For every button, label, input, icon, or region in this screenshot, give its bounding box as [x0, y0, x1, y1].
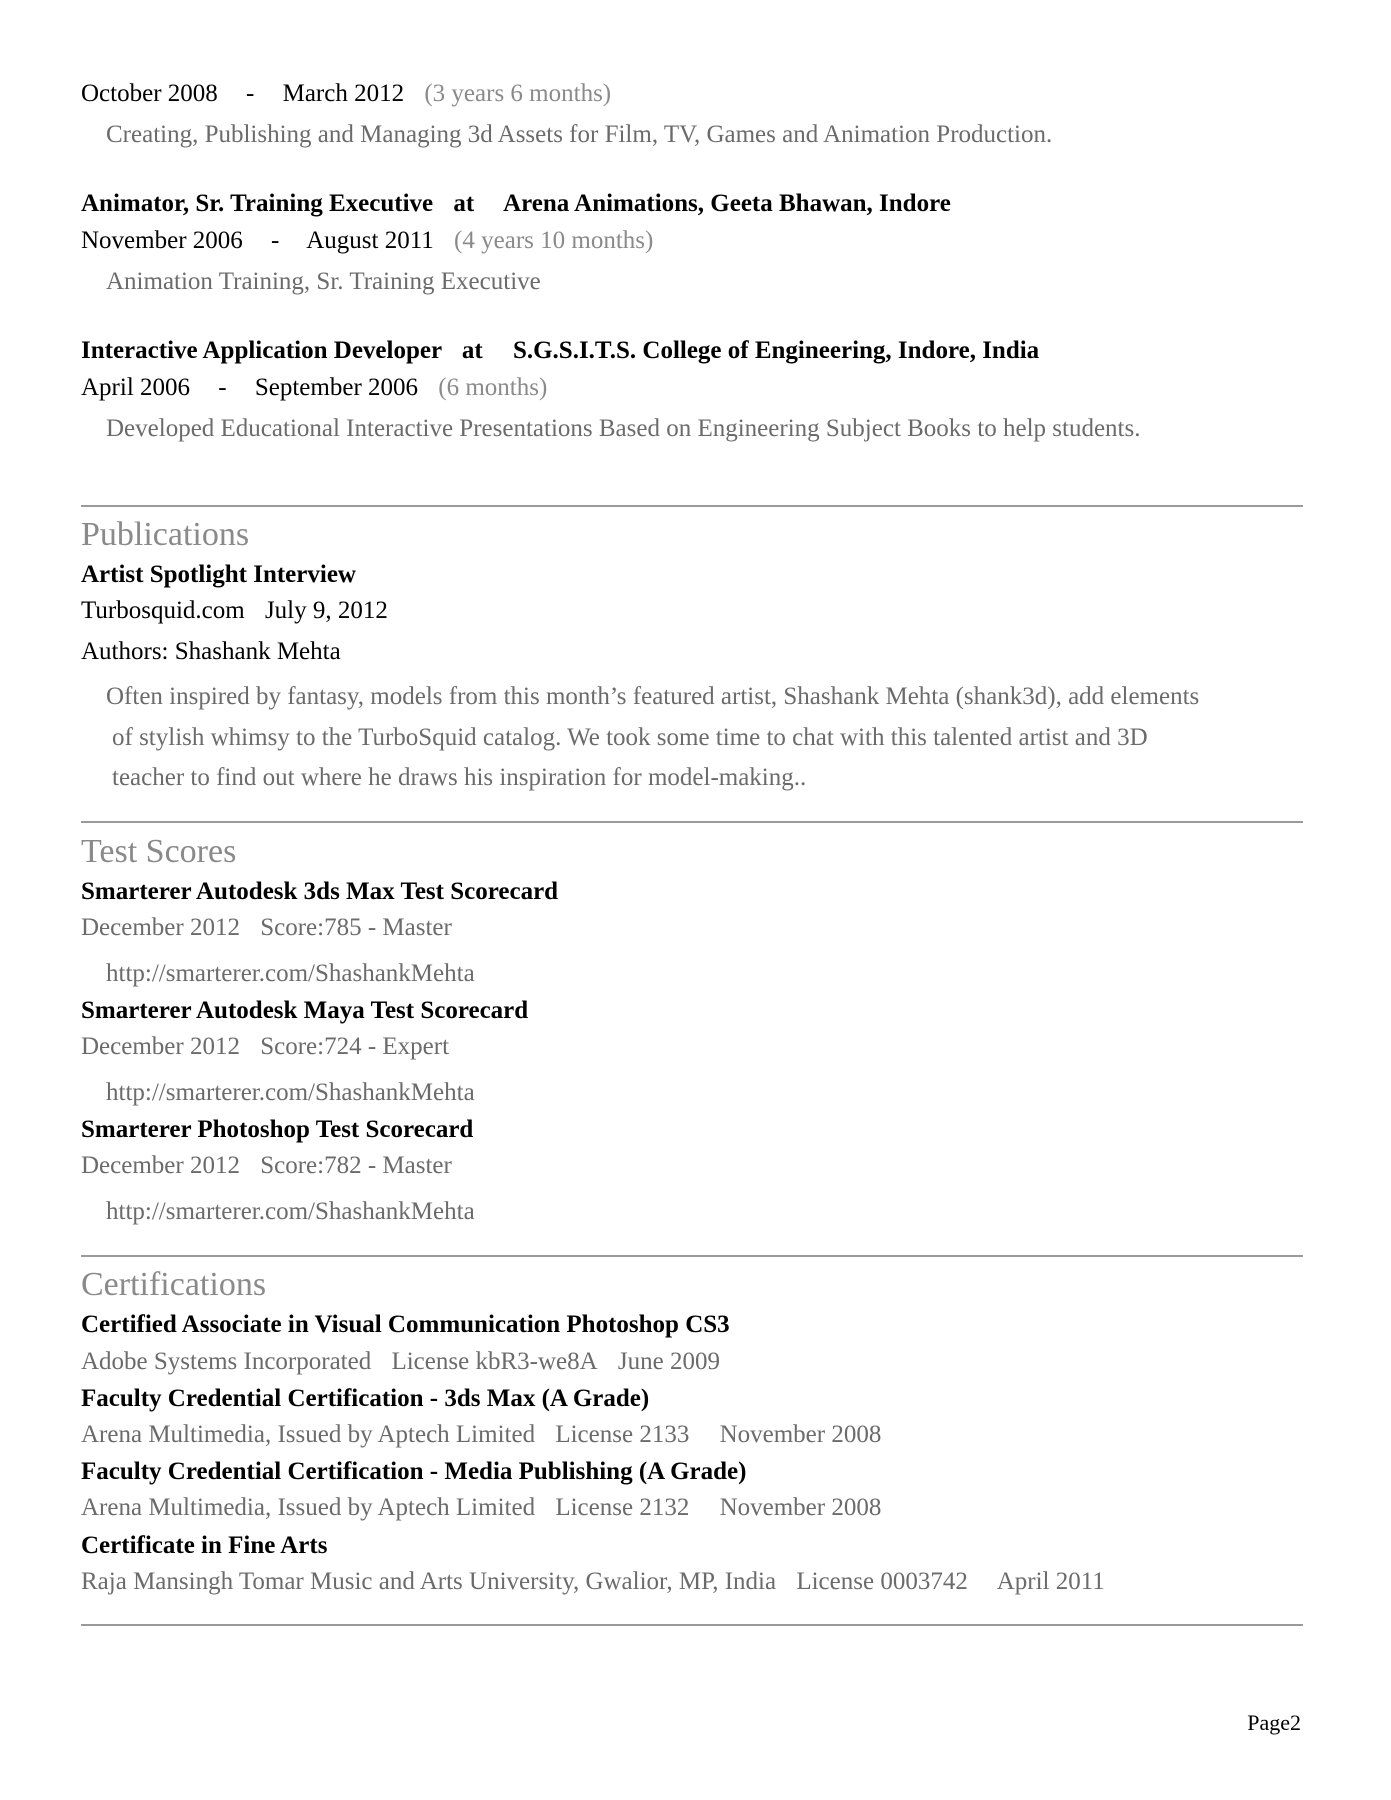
test-score-title: Smarterer Autodesk 3ds Max Test Scorecard [81, 878, 559, 905]
section-divider [81, 1255, 1303, 1257]
start-date: October 2008 [81, 80, 218, 107]
experience-description: Developed Educational Interactive Presentations Based on Engineering Subject Books to help students. [106, 415, 1141, 442]
cert-date: November 2008 [719, 1421, 882, 1448]
experience-title-line [81, 337, 1039, 365]
certification-meta [81, 1494, 881, 1522]
experience-title-line [81, 190, 951, 218]
certification-meta [81, 1348, 720, 1376]
company: Arena Animations, Geeta Bhawan, Indore [503, 190, 951, 217]
duration: (4 years 10 months) [454, 227, 654, 254]
publication-summary-line: teacher to find out where he draws his inspiration for model-making.. [112, 764, 807, 791]
at-word: at [453, 190, 475, 217]
experience-dates [81, 80, 611, 108]
publication-date: July 9, 2012 [264, 597, 388, 624]
test-score: Score:782 - Master [260, 1152, 452, 1179]
end-date: August 2011 [306, 227, 434, 254]
end-date: March 2012 [282, 80, 405, 107]
experience-dates [81, 374, 547, 402]
test-score-url[interactable]: http://smarterer.com/ShashankMehta [106, 1079, 475, 1106]
test-date: December 2012 [81, 1152, 240, 1179]
test-score-url[interactable]: http://smarterer.com/ShashankMehta [106, 960, 475, 987]
cert-date: November 2008 [719, 1494, 882, 1521]
duration: (6 months) [438, 374, 548, 401]
cert-date: June 2009 [617, 1348, 720, 1375]
publication-summary-line: Often inspired by fantasy, models from this month’s featured artist, Shashank Mehta (shank3d), add elements [106, 683, 1200, 710]
test-date: December 2012 [81, 914, 240, 941]
certification-title: Certified Associate in Visual Communication Photoshop CS3 [81, 1311, 730, 1338]
end-date: September 2006 [254, 374, 419, 401]
section-divider [81, 821, 1303, 823]
publication-source [81, 597, 388, 625]
test-score-meta [81, 1152, 452, 1180]
test-date: December 2012 [81, 1033, 240, 1060]
experience-description: Animation Training, Sr. Training Executive [106, 268, 541, 295]
publisher: Turbosquid.com [81, 597, 245, 624]
start-date: April 2006 [81, 374, 191, 401]
certification-title: Faculty Credential Certification - Media Publishing (A Grade) [81, 1458, 747, 1485]
section-divider [81, 1624, 1303, 1626]
cert-license: License 0003742 [796, 1568, 968, 1595]
certification-meta [81, 1568, 1105, 1596]
test-score: Score:724 - Expert [260, 1033, 450, 1060]
experience-dates [81, 227, 653, 255]
cert-license: License kbR3-we8A [391, 1348, 598, 1375]
certification-title: Certificate in Fine Arts [81, 1532, 328, 1559]
duration: (3 years 6 months) [424, 80, 612, 107]
cert-issuer: Raja Mansingh Tomar Music and Arts University, Gwalior, MP, India [81, 1568, 777, 1595]
date-separator: - [246, 80, 255, 107]
job-title: Interactive Application Developer [81, 337, 442, 364]
job-title: Animator, Sr. Training Executive [81, 190, 434, 217]
test-score-url[interactable]: http://smarterer.com/ShashankMehta [106, 1198, 475, 1225]
cert-issuer: Arena Multimedia, Issued by Aptech Limited [81, 1494, 536, 1521]
experience-description: Creating, Publishing and Managing 3d Assets for Film, TV, Games and Animation Production. [106, 121, 1053, 148]
certification-title: Faculty Credential Certification - 3ds Max (A Grade) [81, 1385, 650, 1412]
certification-meta [81, 1421, 881, 1449]
publications-heading: Publications [81, 516, 250, 553]
publication-summary-line: of stylish whimsy to the TurboSquid catalog. We took some time to chat with this talented artist and 3D [112, 724, 1148, 751]
start-date: November 2006 [81, 227, 243, 254]
certifications-heading: Certifications [81, 1266, 267, 1303]
cert-license: License 2133 [555, 1421, 690, 1448]
test-score-meta [81, 1033, 449, 1061]
cert-date: April 2011 [996, 1568, 1105, 1595]
at-word: at [461, 337, 483, 364]
test-score: Score:785 - Master [260, 914, 452, 941]
test-score-meta [81, 914, 452, 942]
publication-title: Artist Spotlight Interview [81, 561, 356, 588]
company: S.G.S.I.T.S. College of Engineering, Indore, India [512, 337, 1040, 364]
publication-authors: Authors: Shashank Mehta [81, 638, 341, 665]
test-scores-heading: Test Scores [81, 833, 237, 870]
section-divider [81, 505, 1303, 507]
cert-license: License 2132 [555, 1494, 690, 1521]
date-separator: - [218, 374, 227, 401]
cert-issuer: Adobe Systems Incorporated [81, 1348, 372, 1375]
page-number: Page2 [1247, 1710, 1301, 1735]
test-score-title: Smarterer Autodesk Maya Test Scorecard [81, 997, 529, 1024]
cert-issuer: Arena Multimedia, Issued by Aptech Limited [81, 1421, 536, 1448]
date-separator: - [271, 227, 280, 254]
test-score-title: Smarterer Photoshop Test Scorecard [81, 1116, 474, 1143]
